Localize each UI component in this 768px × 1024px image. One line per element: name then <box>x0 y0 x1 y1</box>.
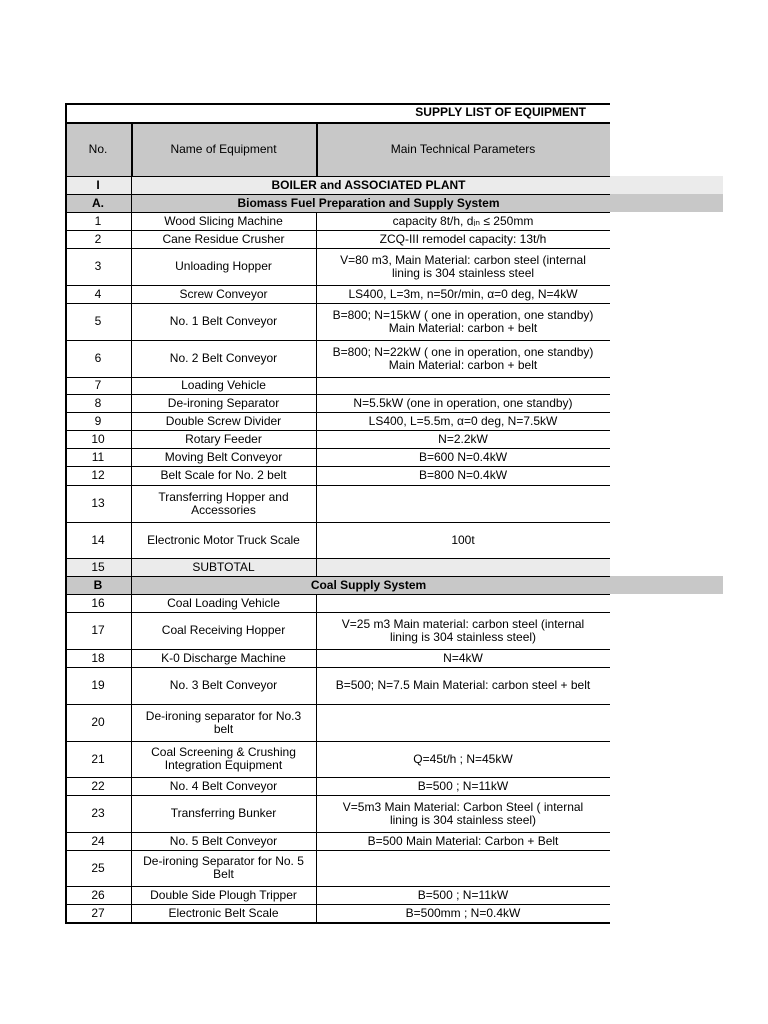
grid-line <box>65 230 610 231</box>
equipment-name: Double Side Plough Tripper <box>150 887 297 902</box>
grid-line <box>65 340 610 341</box>
equipment-name: Unloading Hopper <box>175 259 272 273</box>
grid-line <box>316 704 317 741</box>
grid-line <box>131 850 132 886</box>
row-number: 27 <box>91 905 105 920</box>
grid-line <box>65 922 610 924</box>
technical-parameters: B=800; N=22kW ( one in operation, one standby) Main Material: carbon + belt <box>332 344 594 372</box>
grid-line <box>316 795 317 832</box>
technical-parameters: B=800 N=0.4kW <box>418 468 508 482</box>
grid-line <box>65 412 610 413</box>
technical-parameters: B=500mm ; N=0.4kW <box>405 905 521 920</box>
row-number: 21 <box>91 751 105 766</box>
grid-line <box>316 667 317 704</box>
grid-line <box>131 904 132 922</box>
grid-line <box>316 558 317 576</box>
row-number: 26 <box>91 887 105 902</box>
grid-line <box>131 194 132 212</box>
grid-line <box>316 904 317 922</box>
row-number: 15 <box>65 558 131 576</box>
header-params: Main Technical Parameters <box>316 122 610 176</box>
equipment-name: No. 2 Belt Conveyor <box>169 351 278 365</box>
grid-line <box>316 248 317 285</box>
grid-line <box>65 594 610 595</box>
technical-parameters: N=4kW <box>443 650 483 665</box>
grid-line <box>316 832 317 850</box>
grid-line <box>131 466 132 485</box>
technical-parameters: V=25 m3 Main material: carbon steel (internal lining is 304 stainless steel) <box>341 616 585 644</box>
row-number: 1 <box>94 213 102 228</box>
row-number: 24 <box>91 833 105 848</box>
row-number: 6 <box>94 351 102 365</box>
grid-line <box>316 303 317 340</box>
grid-line <box>131 612 132 649</box>
equipment-name: Screw Conveyor <box>179 286 268 301</box>
grid-line <box>131 522 132 558</box>
grid-line <box>316 122 318 176</box>
grid-line <box>65 303 610 304</box>
grid-line <box>65 285 610 286</box>
equipment-name: Loading Vehicle <box>181 378 266 392</box>
equipment-name: No. 5 Belt Conveyor <box>169 833 278 848</box>
row-number: 25 <box>91 860 105 875</box>
grid-line <box>65 212 610 213</box>
grid-line <box>316 466 317 485</box>
section-number: B <box>65 576 131 594</box>
equipment-name: Coal Receiving Hopper <box>161 623 286 637</box>
row-number: 5 <box>94 314 102 328</box>
technical-parameters <box>316 485 610 522</box>
technical-parameters: LS400, L=3m, n=50r/min, α=0 deg, N=4kW <box>348 286 578 301</box>
row-number: 20 <box>91 715 105 729</box>
equipment-name: SUBTOTAL <box>131 558 316 576</box>
grid-line <box>131 303 132 340</box>
grid-line <box>131 394 132 412</box>
grid-line <box>65 850 610 851</box>
grid-line <box>65 704 610 705</box>
grid-line <box>316 212 317 230</box>
grid-line <box>316 412 317 430</box>
equipment-name: Transferring Bunker <box>170 806 277 820</box>
row-number: 17 <box>91 623 105 637</box>
grid-line <box>131 448 132 466</box>
grid-line <box>131 340 132 377</box>
technical-parameters: B=500 ; N=11kW <box>417 887 509 902</box>
grid-line <box>316 285 317 303</box>
grid-line <box>65 466 610 467</box>
technical-parameters: Q=45t/h ; N=45kW <box>413 751 513 766</box>
grid-line <box>131 594 132 612</box>
grid-line <box>65 485 610 486</box>
row-number: 9 <box>94 413 102 428</box>
grid-line <box>65 176 610 177</box>
section-title: Coal Supply System <box>131 576 723 594</box>
grid-line <box>316 485 317 522</box>
equipment-name: Belt Scale for No. 2 belt <box>160 468 287 482</box>
equipment-name: Electronic Motor Truck Scale <box>147 532 300 547</box>
row-number: 10 <box>91 431 105 446</box>
grid-line <box>65 377 610 378</box>
grid-line <box>131 741 132 777</box>
row-number: 8 <box>94 395 102 410</box>
grid-line <box>131 485 132 522</box>
equipment-name: Coal Screening & Crushing Integration Equipment <box>151 745 296 772</box>
row-number: 7 <box>94 378 102 392</box>
grid-line <box>131 667 132 704</box>
grid-line <box>131 795 132 832</box>
technical-parameters: B=500 Main Material: Carbon + Belt <box>367 833 559 848</box>
section-title: BOILER and ASSOCIATED PLANT <box>131 176 723 194</box>
grid-line <box>65 103 610 105</box>
grid-line <box>65 667 610 668</box>
grid-line <box>316 741 317 777</box>
grid-line <box>316 394 317 412</box>
equipment-name: No. 3 Belt Conveyor <box>169 678 278 692</box>
grid-line <box>316 649 317 667</box>
header-no: No. <box>65 122 131 176</box>
technical-parameters: B=800; N=15kW ( one in operation, one standby) Main Material: carbon + belt <box>332 307 594 335</box>
grid-line <box>65 448 610 449</box>
grid-line <box>65 795 610 796</box>
technical-parameters: N=2.2kW <box>438 431 488 446</box>
row-number: 12 <box>91 468 105 482</box>
grid-line <box>65 248 610 249</box>
grid-line <box>65 777 610 778</box>
grid-line <box>65 741 610 742</box>
technical-parameters: capacity 8t/h, dᵢₙ ≤ 250mm <box>392 213 534 228</box>
grid-line <box>316 430 317 448</box>
grid-line <box>316 886 317 904</box>
grid-line <box>65 886 610 887</box>
grid-line <box>65 194 610 195</box>
grid-line <box>131 649 132 667</box>
row-number: 19 <box>91 678 105 692</box>
grid-line <box>316 612 317 649</box>
equipment-name: Electronic Belt Scale <box>168 905 279 920</box>
grid-line <box>316 377 317 394</box>
grid-line <box>131 886 132 904</box>
row-number: 3 <box>94 259 102 273</box>
technical-parameters: V=80 m3, Main Material: carbon steel (internal lining is 304 stainless steel <box>340 252 586 280</box>
equipment-name: K-0 Discharge Machine <box>161 650 286 665</box>
grid-line <box>131 212 132 230</box>
equipment-name: Wood Slicing Machine <box>164 213 283 228</box>
technical-parameters: N=5.5kW (one in operation, one standby) <box>353 395 573 410</box>
grid-line <box>131 558 132 576</box>
grid-line <box>316 448 317 466</box>
technical-parameters: B=600 N=0.4kW <box>418 449 508 464</box>
equipment-name: Moving Belt Conveyor <box>164 449 283 464</box>
equipment-name: Coal Loading Vehicle <box>167 595 280 610</box>
equipment-name: Cane Residue Crusher <box>162 231 285 246</box>
grid-line <box>131 832 132 850</box>
grid-line <box>65 832 610 833</box>
equipment-name: Rotary Feeder <box>185 431 262 446</box>
grid-line <box>65 612 610 613</box>
equipment-name: No. 4 Belt Conveyor <box>169 778 278 793</box>
section-title: Biomass Fuel Preparation and Supply System <box>131 194 723 212</box>
technical-parameters <box>316 704 610 741</box>
row-number: 22 <box>91 778 105 793</box>
grid-line <box>316 340 317 377</box>
technical-parameters: 100t <box>451 532 475 547</box>
technical-parameters: B=500; N=7.5 Main Material: carbon steel + belt <box>335 678 591 692</box>
grid-line <box>131 777 132 795</box>
grid-line <box>131 122 133 176</box>
grid-line <box>65 103 67 922</box>
grid-line <box>316 522 317 558</box>
grid-line <box>131 430 132 448</box>
grid-line <box>65 430 610 431</box>
row-number: 23 <box>91 806 105 820</box>
technical-parameters: B=500 ; N=11kW <box>417 778 509 793</box>
technical-parameters <box>316 850 610 886</box>
grid-line <box>65 122 610 124</box>
grid-line <box>316 777 317 795</box>
grid-line <box>131 285 132 303</box>
grid-line <box>65 558 610 559</box>
technical-parameters <box>316 594 610 612</box>
grid-line <box>316 594 317 612</box>
equipment-name: Transferring Hopper and Accessories <box>158 489 289 517</box>
technical-parameters: ZCQ-III remodel capacity: 13t/h <box>379 231 547 246</box>
row-number: 16 <box>91 595 105 610</box>
row-number: 18 <box>91 650 105 665</box>
grid-line <box>65 576 610 577</box>
grid-line <box>131 576 132 594</box>
grid-line <box>316 230 317 248</box>
grid-line <box>316 850 317 886</box>
grid-line <box>131 704 132 741</box>
row-number: 14 <box>91 532 105 547</box>
section-number: I <box>65 176 131 194</box>
grid-line <box>131 248 132 285</box>
row-number: 4 <box>94 286 102 301</box>
equipment-name: De-ironing Separator for No. 5 Belt <box>143 854 304 881</box>
technical-parameters <box>316 558 610 576</box>
technical-parameters: V=5m3 Main Material: Carbon Steel ( internal lining is 304 stainless steel) <box>342 799 584 827</box>
grid-line <box>65 522 610 523</box>
equipment-name: Double Screw Divider <box>165 413 282 428</box>
technical-parameters: LS400, L=5.5m, α=0 deg, N=7.5kW <box>368 413 558 428</box>
equipment-name: De-ironing separator for No.3 belt <box>145 708 302 736</box>
grid-line <box>131 230 132 248</box>
row-number: 2 <box>94 231 102 246</box>
header-name: Name of Equipment <box>131 122 316 176</box>
grid-line <box>131 412 132 430</box>
grid-line <box>131 176 132 194</box>
sheet-title: SUPPLY LIST OF EQUIPMENT <box>415 105 586 119</box>
row-number: 11 <box>91 449 105 464</box>
grid-line <box>65 904 610 905</box>
grid-line <box>65 394 610 395</box>
equipment-name: No. 1 Belt Conveyor <box>169 314 278 328</box>
technical-parameters <box>316 377 610 394</box>
section-number: A. <box>65 194 131 212</box>
row-number: 13 <box>91 496 105 510</box>
grid-line <box>131 377 132 394</box>
grid-line <box>65 649 610 650</box>
equipment-name: De-ironing Separator <box>167 395 280 410</box>
